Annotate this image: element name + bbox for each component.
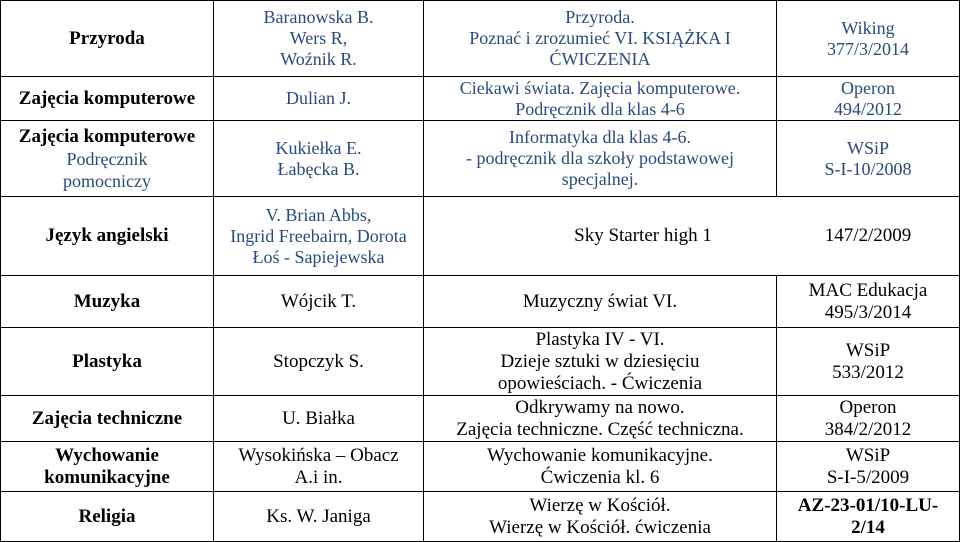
subject-cell: Zajęcia techniczne [31,407,183,429]
author-cell: V. Brian Abbs, Ingrid Freebairn, Dorota Łoś - Sapiejewska [230,204,407,267]
approval-number-cell: WSiP S-I-10/2008 [824,137,912,179]
subject-cell: Zajęcia komputerowe Podręcznik pomocniczy [18,125,196,191]
subject-cell: Religia [78,505,136,527]
approval-number-cell: WSiP S-I-5/2009 [826,444,910,488]
approval-number-cell: Wiking 377/3/2014 [826,17,909,59]
title-cell: Plastyka IV - VI. Dzieje sztuki w dziesięciu opowieściach. - Ćwiczenia [497,328,703,394]
approval-number-cell: 147/2/2009 [824,225,912,246]
author-cell: Stopczyk S. [273,350,364,372]
title-cell: Wychowanie komunikacyjne. Ćwiczenia kl. 6 [487,444,713,488]
title-cell: Sky Starter high 1 [574,225,712,246]
author-cell: Baranowska B. Wers R, Woźnik R. [263,7,374,69]
subject-cell: Muzyka [73,290,141,312]
author-cell: Dulian J. [286,88,351,108]
title-cell: Informatyka dla klas 4-6. - podręcznik dla szkoły podstawowej specjalnej. [466,127,734,189]
title-cell: Wierzę w Kościół. Wierzę w Kościół. ćwiczenia [489,494,711,538]
subject-cell: Plastyka [72,350,142,372]
title-cell: Muzyczny świat VI. [522,290,678,312]
author-cell: Ks. W. Janiga [266,505,371,527]
subject-cell: Język angielski [45,225,169,246]
author-cell: Kukiełka E. Łabęcka B. [275,137,362,179]
approval-number-cell: MAC Edukacja 495/3/2014 [808,279,928,323]
approval-number-cell: Operon 494/2012 [833,77,902,119]
approval-number-cell: Operon 384/2/2012 [824,396,912,440]
title-cell: Odkrywamy na nowo. Zajęcia techniczne. Część techniczna. [456,396,744,440]
subject-cell: Przyroda [69,27,145,49]
approval-number-cell: AZ-23-01/10-LU- 2/14 [797,494,939,538]
title-cell: Ciekawi świata. Zajęcia komputerowe. Podręcznik dla klas 4-6 [459,77,741,119]
subject-cell: Zajęcia komputerowe [18,87,196,109]
author-cell: U. Białka [282,407,355,429]
approval-number-cell: WSiP 533/2012 [832,339,904,383]
author-cell: Wójcik T. [280,290,357,312]
author-cell: Wysokińska – Obacz A.i in. [238,444,399,488]
subject-cell: Wychowanie komunikacyjne [44,444,170,488]
title-cell: Przyroda. Poznać i zrozumieć VI. KSIĄŻKA I ĆWICZENIA [469,7,731,69]
